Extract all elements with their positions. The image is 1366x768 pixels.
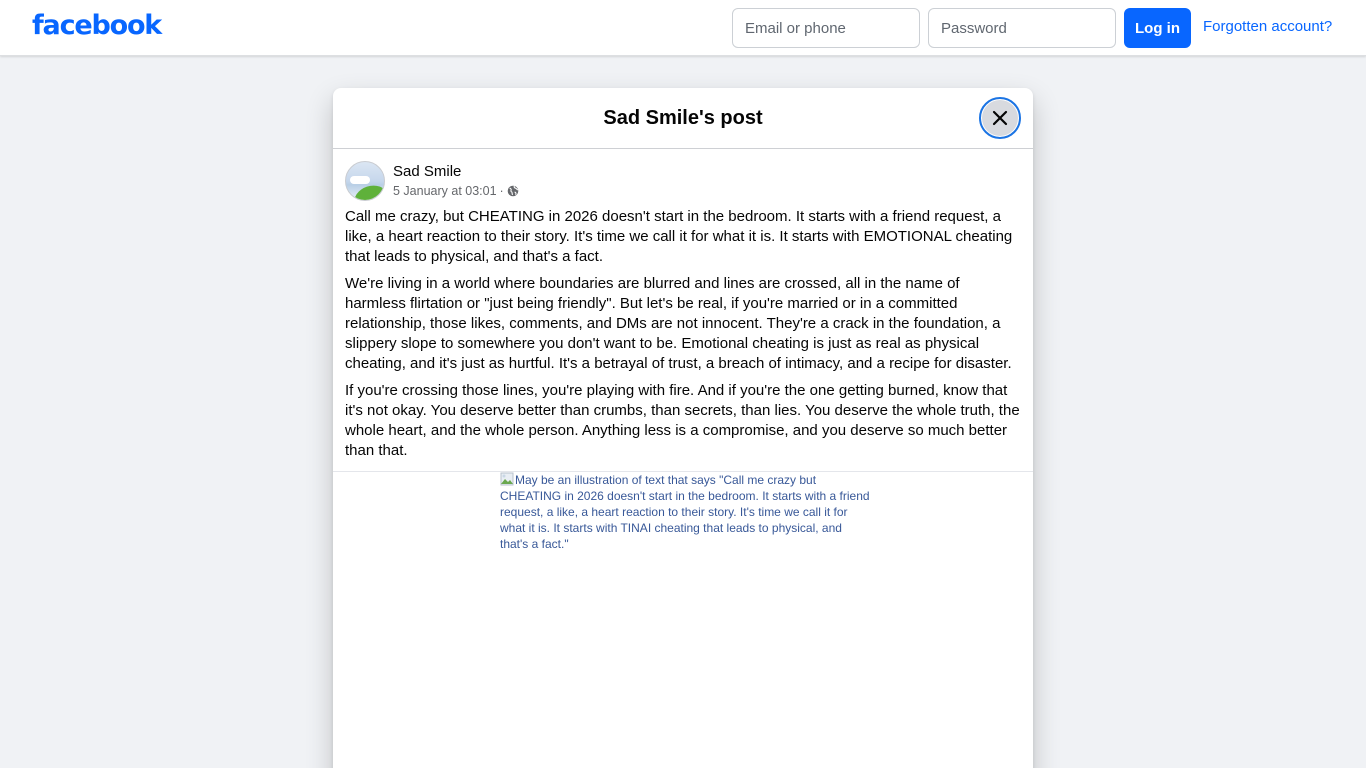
post-meta <box>393 184 519 198</box>
avatar[interactable] <box>345 161 385 201</box>
post-timestamp-link[interactable]: 5 January at 03:01 <box>393 184 497 198</box>
globe-icon <box>507 185 519 197</box>
facebook-logo[interactable]: facebook <box>32 10 162 41</box>
broken-image-icon <box>500 472 514 486</box>
post-text <box>333 203 1033 461</box>
dialog-header <box>333 88 1033 149</box>
log-in-button[interactable]: Log in <box>1124 8 1191 48</box>
post-paragraph: If you're crossing those lines, you're playing with fire. And if you're the one getting burned, know that it's not okay. You deserve better than crumbs, than secrets, than lies. You deserve the whole truth, the whole heart, and the whole person. Anything less is a compromise, and you deserve so much better than that. <box>345 382 1020 459</box>
password-input[interactable] <box>928 8 1116 48</box>
avatar-hill <box>351 181 385 201</box>
meta-separator: · <box>499 184 504 198</box>
avatar-cloud <box>350 176 370 184</box>
top-navigation-bar <box>0 0 1366 56</box>
post-header <box>333 149 1033 203</box>
forgotten-account-link[interactable]: Forgotten account? <box>1203 18 1333 35</box>
dialog-title: Sad Smile's post <box>603 106 763 129</box>
post-image-alt-text[interactable] <box>500 472 870 552</box>
image-alt-text: May be an illustration of text that says "Call me crazy but CHEATING in 2026 doesn't start in the bedroom. It starts with a friend request, a like, a heart reaction to their story. It's time we call it for what it is. It starts with TINAI cheating that leads to physical, and that's a fact." <box>500 473 870 551</box>
post-image-area[interactable] <box>333 471 1033 768</box>
close-button[interactable] <box>979 97 1021 139</box>
author-name-link[interactable]: Sad Smile <box>393 163 462 180</box>
post-dialog <box>333 88 1033 768</box>
email-or-phone-input[interactable] <box>732 8 920 48</box>
post-paragraph: We're living in a world where boundaries are blurred and lines are crossed, all in the name of harmless flirtation or "just being friendly". But let's be real, if you're married or in a committed relationship, those likes, comments, and DMs are not innocent. They're a crack in the foundation, a slippery slope to somewhere you don't want to be. Emotional cheating is just as real as physical cheating, and it's just as hurtful. It's a betrayal of trust, a breach of intimacy, and a recipe for disaster. <box>345 275 1012 372</box>
post-paragraph: Call me crazy, but CHEATING in 2026 doesn't start in the bedroom. It starts with a friend request, a like, a heart reaction to their story. It's time we call it for what it is. It starts with EMOTIONAL cheating that leads to physical, and that's a fact. <box>345 208 1013 265</box>
close-icon <box>990 108 1010 128</box>
